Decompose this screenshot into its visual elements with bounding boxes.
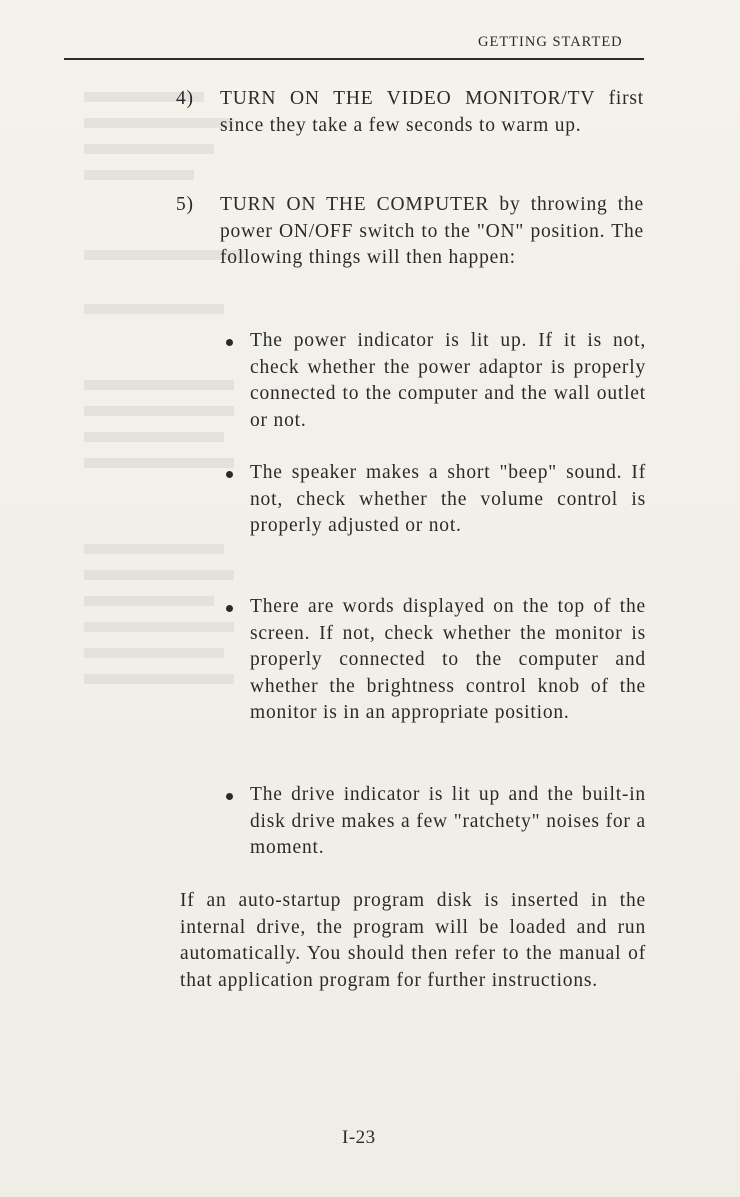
bullet-item-speaker [226, 460, 646, 570]
step-5 [0, 192, 740, 302]
bullet-icon [226, 471, 233, 478]
bullet-icon [226, 793, 233, 800]
step-4 [0, 86, 740, 166]
bullet-icon [226, 339, 233, 346]
closing-paragraph: If an auto-startup program disk is inserted in the internal drive, the program will be loaded and run automatically. You should then refer to the manual of that application program for further instructions. [180, 890, 646, 991]
header-rule [64, 58, 644, 60]
step-5-text: TURN ON THE COMPUTER by throwing the power ON/OFF switch to the "ON" position. The following things will then happen: [220, 194, 644, 269]
bullet-text: The power indicator is lit up. If it is not, check whether the power adaptor is properly connected to the computer and the wall outlet or not. [250, 330, 646, 431]
step-4-number: 4) [176, 88, 194, 109]
bullet-text: The drive indicator is lit up and the built-in disk drive makes a few "ratchety" noises for a moment. [250, 784, 646, 859]
bullet-icon [226, 605, 233, 612]
bullet-text: The speaker makes a short "beep" sound. If not, check whether the volume control is properly adjusted or not. [250, 462, 646, 537]
bullet-item-screen-words [226, 594, 646, 760]
bullet-text: There are words displayed on the top of the screen. If not, check whether the monitor is properly connected to the computer and whether the brightness control knob of the monitor is in an appropriate position. [250, 596, 646, 724]
running-head: GETTING STARTED [478, 34, 623, 50]
step-5-number: 5) [176, 194, 194, 215]
bullet-item-power-indicator [226, 328, 646, 438]
page-number: I-23 [342, 1127, 376, 1148]
step-4-text: TURN ON THE VIDEO MONITOR/TV first since they take a few seconds to warm up. [220, 88, 644, 136]
bullet-item-drive-indicator [226, 782, 646, 866]
